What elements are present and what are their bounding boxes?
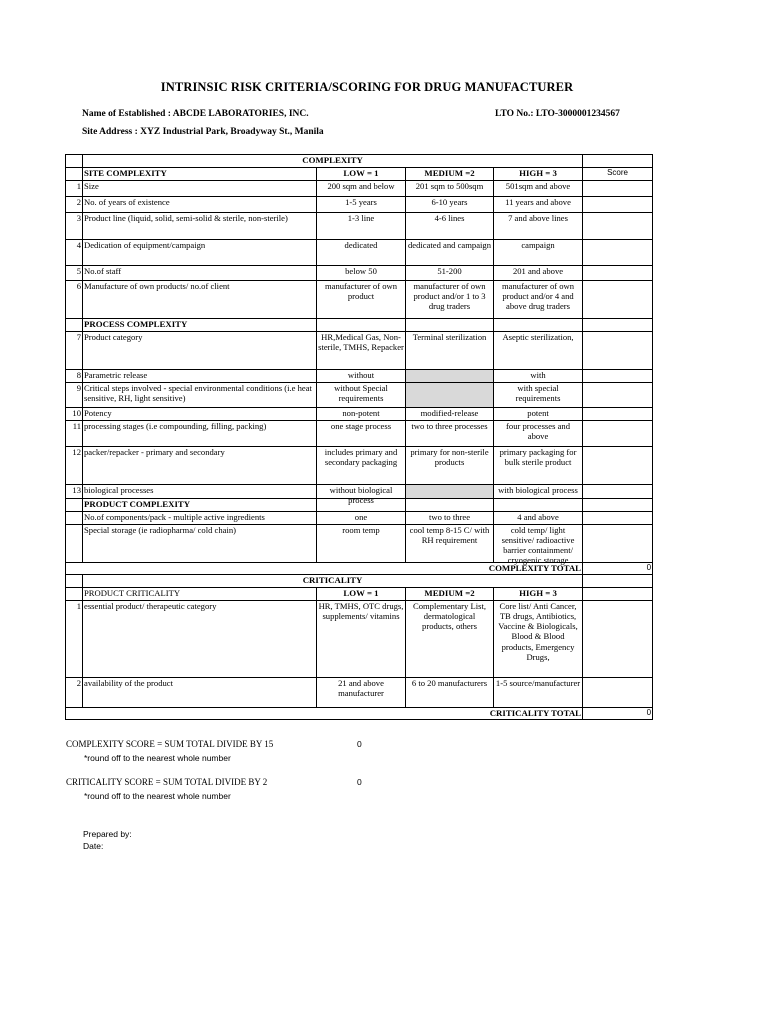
criticality-score-formula: CRITICALITY SCORE = SUM TOTAL DIVIDE BY 2	[66, 777, 268, 787]
score-cell[interactable]	[583, 181, 653, 197]
row-number	[66, 525, 83, 563]
low-criterion: below 50	[317, 266, 406, 281]
round-off-note: *round off to the nearest whole number	[84, 791, 231, 801]
criticality-total-value: 0	[583, 708, 653, 720]
score-cell[interactable]	[583, 213, 653, 240]
high-criterion: 1-5 source/manufacturer	[494, 678, 583, 708]
complexity-score-formula: COMPLEXITY SCORE = SUM TOTAL DIVIDE BY 15	[66, 739, 274, 749]
row-number: 12	[66, 447, 83, 485]
blank-cell	[66, 319, 83, 332]
high-criterion: 501sqm and above	[494, 181, 583, 197]
criterion-label: Size	[83, 181, 317, 197]
low-criterion: manufacturer of own product	[317, 281, 406, 319]
high-criterion: Core list/ Anti Cancer, TB drugs, Antibiotics, Vaccine & Biologicals, Blood & Blood products, Emergency Drugs,	[494, 601, 583, 678]
criterion-label: biological processes	[83, 485, 317, 499]
table-row	[66, 281, 653, 319]
table-row	[66, 678, 653, 708]
row-number: 13	[66, 485, 83, 499]
high-criterion: 201 and above	[494, 266, 583, 281]
high-criterion: manufacturer of own product and/or 4 and above drug traders	[494, 281, 583, 319]
product-complexity-header: PRODUCT COMPLEXITY	[83, 499, 317, 512]
high-criterion: potent	[494, 408, 583, 421]
low-criterion: 200 sqm and below	[317, 181, 406, 197]
blank-cell	[406, 319, 494, 332]
row-number: 2	[66, 197, 83, 213]
row-number: 3	[66, 213, 83, 240]
score-cell[interactable]	[583, 197, 653, 213]
criterion-label: No. of years of existence	[83, 197, 317, 213]
high-criterion: with	[494, 370, 583, 383]
blank-cell	[583, 575, 653, 588]
table-row	[66, 213, 653, 240]
criticality-total-label: CRITICALITY TOTAL	[66, 708, 583, 720]
score-cell[interactable]	[583, 383, 653, 408]
lto-number: LTO No.: LTO-3000001234567	[495, 109, 620, 119]
table-row	[66, 485, 653, 499]
score-cell[interactable]	[583, 408, 653, 421]
table-row	[66, 525, 653, 563]
product-criticality-header: PRODUCT CRITICALITY	[83, 588, 317, 601]
score-cell[interactable]	[583, 525, 653, 563]
page-title: INTRINSIC RISK CRITERIA/SCORING FOR DRUG MANUFACTURER	[160, 80, 574, 94]
medium-criterion-shaded	[406, 485, 494, 499]
low-header: LOW = 1	[317, 168, 406, 181]
medium-criterion: 6 to 20 manufacturers	[406, 678, 494, 708]
score-cell[interactable]	[583, 678, 653, 708]
row-number: 2	[66, 678, 83, 708]
row-number: 7	[66, 332, 83, 370]
row-number: 5	[66, 266, 83, 281]
table-row	[66, 601, 653, 678]
blank-cell	[494, 319, 583, 332]
medium-criterion-shaded	[406, 370, 494, 383]
score-cell[interactable]	[583, 266, 653, 281]
low-criterion: without	[317, 370, 406, 383]
blank-cell	[66, 575, 83, 588]
blank-cell	[583, 499, 653, 512]
score-cell[interactable]	[583, 370, 653, 383]
table-row	[66, 421, 653, 447]
score-cell[interactable]	[583, 447, 653, 485]
score-header: Score	[583, 168, 653, 181]
low-criterion: room temp	[317, 525, 406, 563]
row-number: 6	[66, 281, 83, 319]
medium-criterion: manufacturer of own product and/or 1 to 3 drug traders	[406, 281, 494, 319]
medium-criterion: primary for non-sterile products	[406, 447, 494, 485]
low-criterion: 1-5 years	[317, 197, 406, 213]
criterion-label: Potency	[83, 408, 317, 421]
medium-criterion: two to three	[406, 512, 494, 525]
low-criterion-clipped	[317, 485, 406, 506]
high-criterion: Aseptic sterilization,	[494, 332, 583, 370]
complexity-total-value: 0	[583, 563, 653, 575]
date-label: Date:	[83, 841, 104, 851]
criticality-score-value: 0	[357, 777, 362, 787]
medium-criterion-shaded	[406, 383, 494, 408]
criterion-label: Product category	[83, 332, 317, 370]
table-row	[66, 266, 653, 281]
table-row	[66, 512, 653, 525]
medium-header: MEDIUM =2	[406, 588, 494, 601]
high-criterion: 7 and above lines	[494, 213, 583, 240]
row-number: 10	[66, 408, 83, 421]
low-criterion: without biological process	[329, 485, 393, 506]
score-cell[interactable]	[583, 512, 653, 525]
table-row	[66, 408, 653, 421]
low-criterion: without Special requirements	[317, 383, 406, 408]
row-number: 8	[66, 370, 83, 383]
medium-criterion: 51-200	[406, 266, 494, 281]
high-criterion: with biological process	[498, 485, 578, 495]
table-row	[66, 181, 653, 197]
blank-cell	[66, 499, 83, 512]
medium-criterion: Complementary List, dermatological products, others	[406, 601, 494, 678]
row-number: 11	[66, 421, 83, 447]
row-number: 1	[66, 601, 83, 678]
medium-criterion: modified-release	[406, 408, 494, 421]
high-criterion: 11 years and above	[494, 197, 583, 213]
score-cell[interactable]	[583, 332, 653, 370]
criterion-label: essential product/ therapeutic category	[83, 601, 317, 678]
blank-cell	[66, 168, 83, 181]
high-criterion: campaign	[494, 240, 583, 266]
high-criterion-clipped	[494, 525, 583, 566]
criterion-label: Dedication of equipment/campaign	[83, 240, 317, 266]
criterion-label: Product line (liquid, solid, semi-solid & sterile, non-sterile)	[83, 213, 317, 240]
table-row	[66, 197, 653, 213]
establishment-name: Name of Established : ABCDE LABORATORIES, INC.	[82, 109, 309, 119]
high-criterion: with special requirements	[494, 383, 583, 408]
high-criterion: cold temp/ light sensitive/ radioactive barrier containment/ cryogenic storage	[501, 525, 575, 566]
high-criterion: 4 and above	[494, 512, 583, 525]
table-row	[66, 383, 653, 408]
criterion-label: No.of components/pack - multiple active ingredients	[83, 512, 317, 525]
high-criterion: four processes and above	[494, 421, 583, 447]
blank-cell	[66, 155, 83, 168]
table-row	[66, 370, 653, 383]
table-row	[66, 447, 653, 485]
low-criterion: one	[317, 512, 406, 525]
low-criterion: non-potent	[317, 408, 406, 421]
site-address: Site Address : XYZ Industrial Park, Broadyway St., Manila	[82, 127, 324, 137]
criterion-label: Parametric release	[83, 370, 317, 383]
table-row	[66, 332, 653, 370]
prepared-by-label: Prepared by:	[83, 829, 132, 839]
row-number	[66, 512, 83, 525]
blank-cell	[406, 499, 494, 512]
high-criterion-clipped	[494, 485, 583, 499]
medium-criterion: two to three processes	[406, 421, 494, 447]
score-cell[interactable]	[583, 240, 653, 266]
high-criterion: primary packaging for bulk sterile product	[494, 447, 583, 485]
criterion-label: availability of the product	[83, 678, 317, 708]
blank-cell	[66, 588, 83, 601]
site-complexity-header: SITE COMPLEXITY	[83, 168, 317, 181]
low-criterion: HR,Medical Gas, Non-sterile, TMHS, Repacker	[317, 332, 406, 370]
criterion-label: packer/repacker - primary and secondary	[83, 447, 317, 485]
medium-criterion: dedicated and campaign	[406, 240, 494, 266]
row-number: 9	[66, 383, 83, 408]
criterion-label: Special storage (ie radiopharma/ cold chain)	[83, 525, 317, 563]
risk-scoring-table	[65, 154, 653, 720]
score-cell[interactable]	[583, 601, 653, 678]
criticality-band: CRITICALITY	[83, 575, 583, 588]
low-criterion: HR, TMHS, OTC drugs, supplements/ vitamins	[317, 601, 406, 678]
medium-criterion: 201 sqm to 500sqm	[406, 181, 494, 197]
score-cell[interactable]	[583, 485, 653, 499]
table-row	[66, 240, 653, 266]
medium-criterion: Terminal sterilization	[406, 332, 494, 370]
low-criterion: dedicated	[317, 240, 406, 266]
medium-criterion: cool temp 8-15 C/ with RH requirement	[406, 525, 494, 563]
low-criterion: includes primary and secondary packaging	[317, 447, 406, 485]
medium-criterion: 6-10 years	[406, 197, 494, 213]
low-header: LOW = 1	[317, 588, 406, 601]
complexity-band: COMPLEXITY	[83, 155, 583, 168]
row-number: 1	[66, 181, 83, 197]
round-off-note: *round off to the nearest whole number	[84, 753, 231, 763]
criterion-label: processing stages (i.e compounding, filling, packing)	[83, 421, 317, 447]
blank-cell	[583, 319, 653, 332]
criterion-label: No.of staff	[83, 266, 317, 281]
blank-cell	[494, 499, 583, 512]
low-criterion: one stage process	[317, 421, 406, 447]
criterion-label: Critical steps involved - special environmental conditions (i.e heat sensitive, RH, light sensitive)	[83, 383, 317, 408]
process-complexity-header: PROCESS COMPLEXITY	[83, 319, 317, 332]
medium-criterion: 4-6 lines	[406, 213, 494, 240]
complexity-score-value: 0	[357, 739, 362, 749]
complexity-total-label: COMPLEXITY TOTAL	[66, 563, 583, 575]
blank-cell	[317, 319, 406, 332]
low-criterion: 1-3 line	[317, 213, 406, 240]
medium-header: MEDIUM =2	[406, 168, 494, 181]
high-header: HIGH = 3	[494, 168, 583, 181]
high-header: HIGH = 3	[494, 588, 583, 601]
blank-cell	[583, 155, 653, 168]
row-number: 4	[66, 240, 83, 266]
score-cell[interactable]	[583, 421, 653, 447]
blank-cell	[583, 588, 653, 601]
criterion-label: Manufacture of own products/ no.of client	[83, 281, 317, 319]
score-cell[interactable]	[583, 281, 653, 319]
low-criterion: 21 and above manufacturer	[317, 678, 406, 708]
